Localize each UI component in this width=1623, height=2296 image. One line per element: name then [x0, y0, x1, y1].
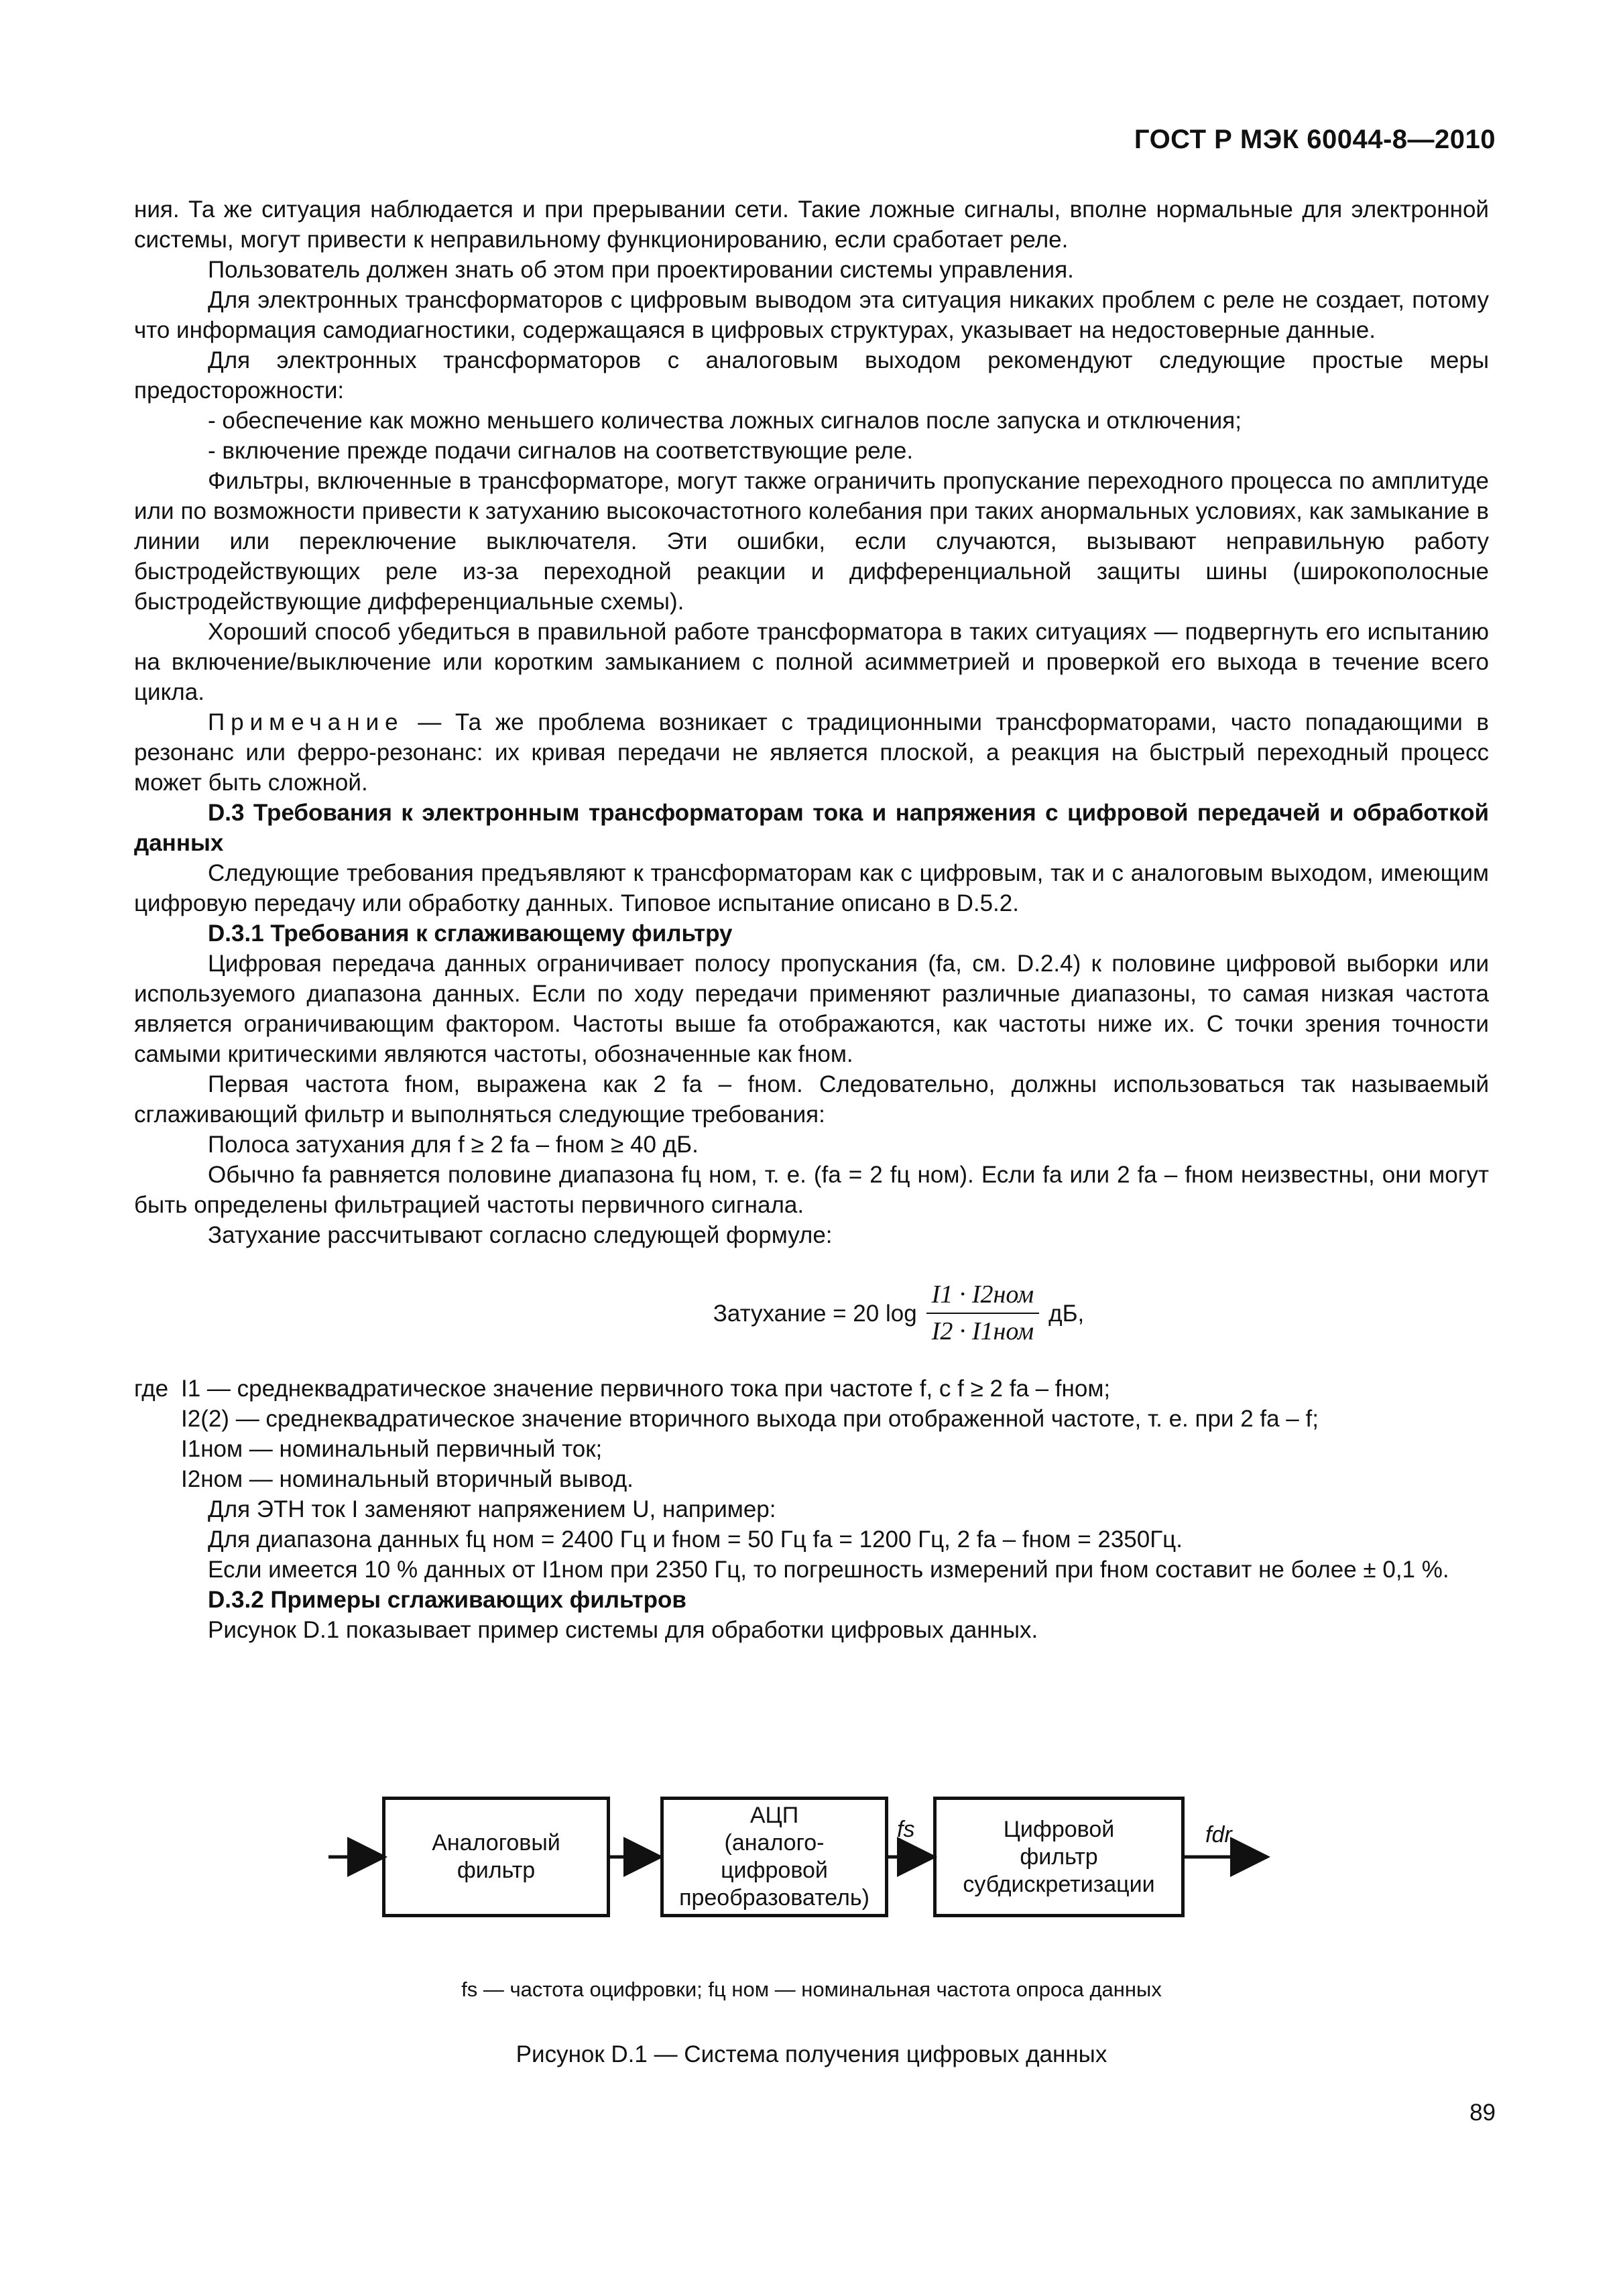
section-heading-d3: D.3 Требования к электронным трансформаторам тока и напряжения с цифровой передачей и обработкой данных: [134, 800, 1489, 856]
paragraph: Если имеется 10 % данных от I1ном при 2350 Гц, то погрешность измерений при fном составит не более ± 0,1 %.: [208, 1557, 1449, 1583]
formula-lhs: Затухание = 20 log: [713, 1300, 917, 1327]
figure-d1-diagram: [322, 1770, 1301, 1944]
fs-label: fs: [897, 1817, 915, 1842]
body-text: [134, 194, 1489, 1645]
paragraph: Затухание рассчитывают согласно следующей формуле:: [208, 1222, 833, 1248]
list-item: - включение прежде подачи сигналов на соответствующие реле.: [208, 438, 914, 464]
note-label: Примечание: [208, 709, 404, 735]
paragraph: Для электронных трансформаторов с аналоговым выходом рекомендуют следующие простые меры предосторожности:: [134, 347, 1489, 404]
adc-label: (аналого-: [724, 1830, 825, 1856]
attenuation-formula: [134, 1280, 1489, 1347]
paragraph: Обычно fa равняется половине диапазона fц ном, т. е. (fa = 2 fц ном). Если fa или 2 fa – fном неизвестны, они могут быть определены фильтрацией частоты первичного сигнала.: [134, 1162, 1489, 1218]
adc-label: преобразователь): [679, 1885, 869, 1911]
decimation-filter-label: фильтр: [1020, 1844, 1098, 1870]
note-text: — Та же проблема возникает с традиционными трансформаторами, часто попадающими в резонанс или ферро-резонанс: их кривая передачи не является плоской, а реакция на быстрый переходный процесс может быть сложной.: [134, 709, 1489, 796]
definition-item: I2ном — номинальный вторичный вывод.: [181, 1466, 634, 1492]
formula-fraction: [926, 1280, 1039, 1347]
paragraph: Цифровая передача данных ограничивает полосу пропускания (fa, см. D.2.4) к половине цифровой выборки или используемого диапазона данных. Если по ходу передачи применяют различные диапазоны, то самая низкая частота является ограничивающим фактором. Частоты выше fa отображаются, как частоты ниже их. С точки зрения точности самыми критическими являются частоты, обозначенные как fном.: [134, 951, 1489, 1067]
figure-title: Рисунок D.1 — Система получения цифровых данных: [516, 2041, 1107, 2067]
fdr-label: fdr: [1205, 1822, 1232, 1848]
paragraph: Первая частота fном, выражена как 2 fa – fном. Следовательно, должны использоваться так называемый сглаживающий фильтр и выполняться следующие требования:: [134, 1071, 1489, 1128]
section-heading-d31: D.3.1 Требования к сглаживающему фильтру: [208, 920, 733, 947]
where-word: где: [134, 1376, 169, 1402]
definition-item: I2(2) — среднеквадратическое значение вторичного выхода при отображенной частоте, т. е. при 2 fa – f;: [181, 1406, 1319, 1432]
paragraph: Для электронных трансформаторов с цифровым выводом эта ситуация никаких проблем с реле не создает, потому что информация самодиагностики, содержащаяся в цифровых структурах, указывает на недостоверные данные.: [134, 287, 1489, 343]
paragraph: Полоса затухания для f ≥ 2 fa – fном ≥ 40 дБ.: [208, 1132, 699, 1158]
list-item: - обеспечение как можно меньшего количества ложных сигналов после запуска и отключения;: [208, 408, 1242, 434]
paragraph: Пользователь должен знать об этом при проектировании системы управления.: [208, 257, 1074, 283]
analog-filter-box: [382, 1797, 610, 1917]
paragraph: Следующие требования предъявляют к трансформаторам как с цифровым, так и с аналоговым выходом, имеющим цифровую передачу или обработку данных. Типовое испытание описано в D.5.2.: [134, 860, 1489, 916]
paragraph: Рисунок D.1 показывает пример системы для обработки цифровых данных.: [208, 1617, 1038, 1643]
adc-label: АЦП: [749, 1803, 799, 1828]
paragraph: Для ЭТН ток I заменяют напряжением U, например:: [208, 1496, 776, 1522]
page-number: 89: [1469, 2100, 1496, 2126]
formula-unit: дБ,: [1048, 1300, 1085, 1327]
definitions-block: [134, 1374, 1489, 1404]
paragraph: ния. Та же ситуация наблюдается и при прерывании сети. Такие ложные сигналы, вполне нормальные для электронной системы, могут привести к неправильному функционированию, если сработает реле.: [134, 196, 1489, 253]
analog-filter-label: Аналоговый фильтр: [432, 1830, 560, 1883]
paragraph: Хороший способ убедиться в правильной работе трансформатора в таких ситуациях — подвергнуть его испытанию на включение/выключение или коротким замыканием с полной асимметрией и проверкой его выхода в течение всего цикла.: [134, 619, 1489, 705]
paragraph: Фильтры, включенные в трансформаторе, могут также ограничить пропускание переходного процесса по амплитуде или по возможности привести к затуханию высокочастотного колебания при таких анормальных условиях, как замыкание в линии или переключение выключателя. Эти ошибки, если случаются, вызывают неправильную работу быстродействующих реле из-за переходной реакции и дифференциальной защиты шины (широкополосные быстродействующие дифференциальные схемы).: [134, 468, 1489, 615]
decimation-filter-label: Цифровой: [1003, 1816, 1115, 1842]
section-heading-d32: D.3.2 Примеры сглаживающих фильтров: [208, 1587, 686, 1613]
formula-numerator: I1 · I2ном: [926, 1280, 1039, 1314]
decimation-filter-label: субдискретизации: [963, 1871, 1155, 1897]
note: [134, 707, 1489, 798]
decimation-filter-box: [933, 1797, 1185, 1917]
definition-item: I1ном — номинальный первичный ток;: [181, 1436, 603, 1462]
figure-legend: fs — частота оцифровки; fц ном — номинальная частота опроса данных: [461, 1978, 1162, 2001]
adc-label: цифровой: [721, 1858, 828, 1883]
adc-box: [660, 1797, 888, 1917]
document-code-header: ГОСТ Р МЭК 60044-8—2010: [1134, 125, 1496, 154]
formula-denominator: I2 · I1ном: [931, 1317, 1034, 1345]
definition-item: I1 — среднеквадратическое значение первичного тока при частоте f, с f ≥ 2 fa – fном;: [181, 1376, 1111, 1402]
paragraph: Для диапазона данных fц ном = 2400 Гц и fном = 50 Гц fa = 1200 Гц, 2 fa – fном = 2350Гц.: [208, 1526, 1183, 1553]
